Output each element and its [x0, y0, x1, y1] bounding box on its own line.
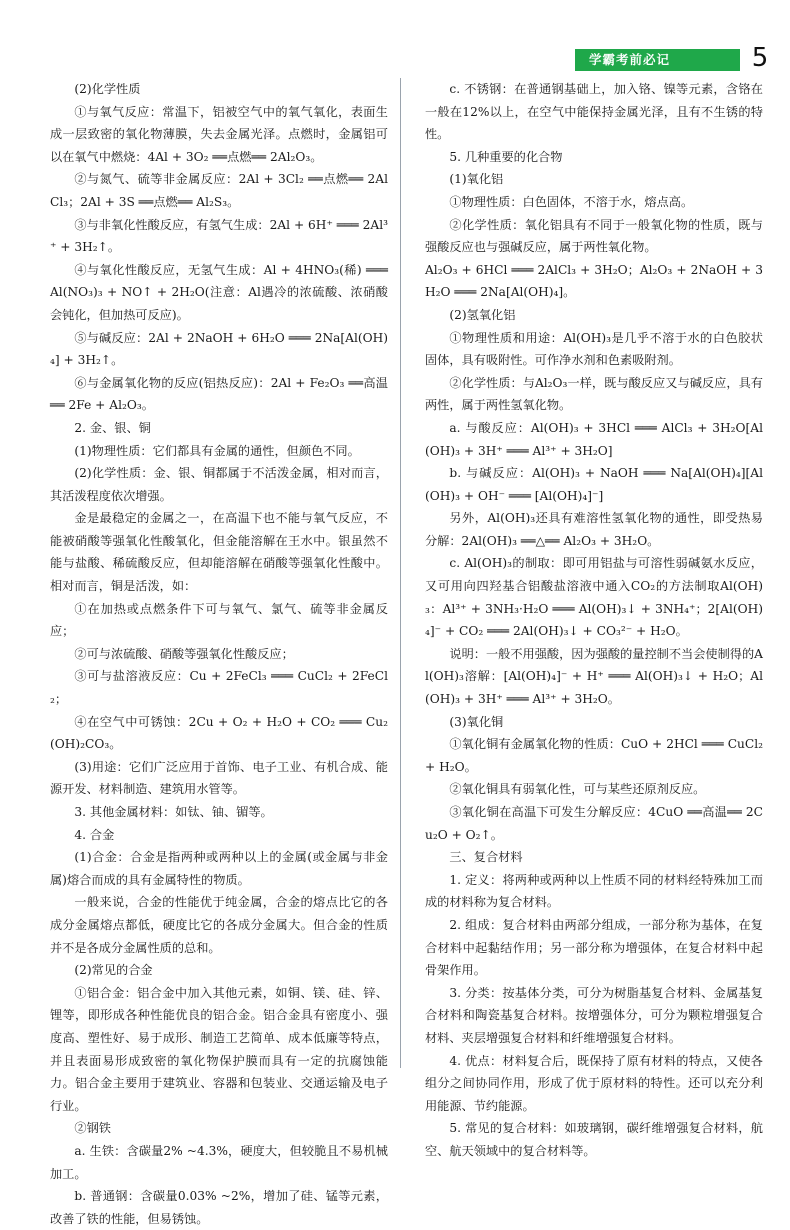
paragraph: ①与氧气反应：常温下，铝被空气中的氧气氧化，表面生成一层致密的氧化物薄膜，失去金属光泽。点燃时，金属铝可以在氧气中燃烧：4Al + 3O₂ ══点燃══ 2Al₂O₃。: [50, 104, 388, 164]
page-header: [0, 0, 790, 75]
paragraph: 另外，Al(OH)₃还具有难溶性氢氧化物的通性，即受热易分解：2Al(OH)₃ ══△══ Al₂O₃ + 3H₂O。: [425, 511, 763, 548]
paragraph: (1)物理性质：它们都具有金属的通性，但颜色不同。: [74, 443, 360, 458]
paragraph: ⑤与碱反应：2Al + 2NaOH + 6H₂O ═══ 2Na[Al(OH)₄] + 3H₂↑。: [50, 330, 388, 368]
paragraph: ①物理性质：白色固体，不溶于水，熔点高。: [449, 194, 694, 209]
paragraph: ③氧化铜在高温下可发生分解反应：4CuO ══高温══ 2Cu₂O + O₂↑。: [425, 805, 763, 842]
section-heading: 3. 其他金属材料：如钛、铀、镅等。: [74, 805, 273, 819]
paragraph: ④在空气中可锈蚀：2Cu + O₂ + H₂O + CO₂ ═══ Cu₂(OH)₂CO₃。: [50, 714, 388, 752]
column-divider: [400, 78, 401, 1068]
paragraph: c. Al(OH)₃的制取：即可用铝盐与可溶性弱碱氨水反应，又可用向四羟基合铝酸盐溶液中通入CO₂的方法制取Al(OH)₃：Al³⁺ + 3NH₃·H₂O ═══ Al(OH)₃↓ + 3NH₄⁺；2[Al(OH)₄]⁻ + CO₂ ═══ 2Al(OH)₃↓ + CO₃²⁻ + H₂O。: [425, 556, 763, 639]
paragraph: 5. 常见的复合材料：如玻璃钢，碳纤维增强复合材料，航空、航天领域中的复合材料等。: [425, 1121, 763, 1158]
equation: Al₂O₃ + 6HCl ═══ 2AlCl₃ + 3H₂O；Al₂O₃ + 2NaOH + 3H₂O ═══ 2Na[Al(OH)₄]。: [425, 262, 763, 300]
page-number: 5: [751, 43, 769, 73]
paragraph: ⑥与金属氧化物的反应(铝热反应)：2Al + Fe₂O₃ ══高温══ 2Fe + Al₂O₃。: [50, 375, 388, 413]
paragraph: (2)常见的合金: [74, 963, 153, 978]
paragraph: b. 普通钢：含碳量0.03% ~2%，增加了硅、锰等元素，改善了铁的性能，但易锈蚀。: [50, 1189, 388, 1226]
paragraph: a. 生铁：含碳量2% ~4.3%，硬度大，但较脆且不易机械加工。: [50, 1143, 388, 1181]
paragraph: ②化学性质：与Al₂O₃一样，既与酸反应又与碱反应，具有两性，属于两性氢氧化物。: [425, 375, 763, 413]
paragraph: ③可与盐溶液反应：Cu + 2FeCl₃ ═══ CuCl₂ + 2FeCl₂；: [50, 669, 388, 707]
section-banner: 学霸考前必记: [575, 49, 740, 71]
section-heading: 2. 金、银、铜: [74, 420, 151, 435]
paragraph: ②氧化铜具有弱氧化性，可与某些还原剂反应。: [449, 782, 706, 797]
paragraph: ②化学性质：氧化铝具有不同于一般氧化物的性质，既与强酸反应也与强碱反应，属于两性氧化物。: [425, 217, 763, 255]
paragraph: (1)合金：合金是指两种或两种以上的金属(或金属与非金属)熔合而成的具有金属特性的物质。: [50, 850, 388, 887]
paragraph: 1. 定义：将两种或两种以上性质不同的材料经特殊加工而成的材料称为复合材料。: [425, 872, 763, 910]
paragraph: ②可与浓硫酸、硝酸等强氧化性酸反应；: [74, 646, 294, 661]
paragraph: ④与氧化性酸反应，无氢气生成：Al + 4HNO₃(稀) ═══ Al(NO₃)₃ + NO↑ + 2H₂O(注意：Al遇冷的浓硫酸、浓硝酸会钝化，但加热可反应)。: [50, 262, 388, 322]
paragraph: 4. 优点：材料复合后，既保持了原有材料的特点，又使各组分之间协同作用，形成了优于原材料的特性。还可以充分利用能源、节约能源。: [425, 1053, 763, 1113]
section-heading: 5. 几种重要的化合物: [449, 149, 563, 164]
paragraph: (3)用途：它们广泛应用于首饰、电子工业、有机合成、能源开发、材料制造、建筑用水管等。: [50, 759, 388, 797]
left-column: [50, 78, 388, 1230]
paragraph: 3. 分类：按基体分类，可分为树脂基复合材料、金属基复合材料和陶瓷基复合材料。按增强体分，可分为颗粒增强复合材料、夹层增强复合材料和纤维增强复合材料。: [425, 985, 763, 1045]
section-heading: 4. 合金: [74, 827, 115, 842]
paragraph: ③与非氧化性酸反应，有氢气生成：2Al + 6H⁺ ═══ 2Al³⁺ + 3H₂↑。: [50, 217, 388, 255]
paragraph: (3)氧化铜: [449, 714, 504, 729]
paragraph: c. 不锈钢：在普通钢基础上，加入铬、镍等元素，含铬在一般在12%以上，在空气中能保持金属光泽，且有不生锈的特性。: [425, 82, 763, 142]
paragraph: 说明：一般不用强酸，因为强酸的量控制不当会使制得的Al(OH)₃溶解：[Al(OH)₄]⁻ + H⁺ ═══ Al(OH)₃↓ + H₂O；Al(OH)₃ + 3H⁺ ═══ Al³⁺ + 3H₂O。: [425, 646, 763, 707]
section-heading: 三、复合材料: [449, 850, 523, 865]
paragraph: 一般来说，合金的性能优于纯金属，合金的熔点比它的各成分金属熔点都低，硬度比它的各成分金属大。但合金的性质并不是各成分金属性质的总和。: [50, 895, 388, 955]
paragraph: 金是最稳定的金属之一，在高温下也不能与氧气反应，不能被硝酸等强氧化性酸氧化，但金能溶解在王水中。银虽然不能与盐酸、稀硫酸反应，但却能溶解在硝酸等强氧化性酸中。相对而言，铜是活泼，如：: [50, 511, 388, 594]
paragraph: (1)氧化铝: [449, 172, 504, 187]
paragraph: a. 与酸反应：Al(OH)₃ + 3HCl ═══ AlCl₃ + 3H₂O[Al(OH)₃ + 3H⁺ ═══ Al³⁺ + 3H₂O]: [425, 420, 763, 458]
paragraph: (2)化学性质: [74, 82, 141, 96]
paragraph: (2)化学性质：金、银、铜都属于不活泼金属，相对而言，其活泼程度依次增强。: [50, 466, 388, 503]
paragraph: (2)氢氧化铝: [449, 307, 516, 322]
paragraph: b. 与碱反应：Al(OH)₃ + NaOH ═══ Na[Al(OH)₄][Al(OH)₃ + OH⁻ ═══ [Al(OH)₄]⁻]: [425, 466, 763, 503]
paragraph: ②钢铁: [74, 1121, 111, 1136]
paragraph: ①氧化铜有金属氧化物的性质：CuO + 2HCl ═══ CuCl₂ + H₂O。: [425, 737, 763, 774]
paragraph: ①铝合金：铝合金中加入其他元素，如铜、镁、硅、锌、锂等，即形成各种性能优良的铝合金。铝合金具有密度小、强度高、塑性好、易于成形、制造工艺简单、成本低廉等特点，并且表面易形成致密的氧化物保护膜而具有一定的抗腐蚀能力。铝合金主要用于建筑业、容器和包装业、交通运输及电子行业。: [50, 985, 388, 1113]
paragraph: 2. 组成：复合材料由两部分组成，一部分称为基体，在复合材料中起黏结作用；另一部分称为增强体，在复合材料中起骨架作用。: [425, 917, 763, 978]
paragraph: ①在加热或点燃条件下可与氧气、氯气、硫等非金属反应；: [50, 601, 388, 639]
paragraph: ②与氮气、硫等非金属反应：2Al + 3Cl₂ ══点燃══ 2AlCl₃；2Al + 3S ══点燃══ Al₂S₃。: [50, 172, 388, 209]
right-column: [425, 78, 763, 1163]
paragraph: ①物理性质和用途：Al(OH)₃是几乎不溶于水的白色胶状固体，具有吸附性。可作净水剂和色素吸附剂。: [425, 330, 763, 368]
